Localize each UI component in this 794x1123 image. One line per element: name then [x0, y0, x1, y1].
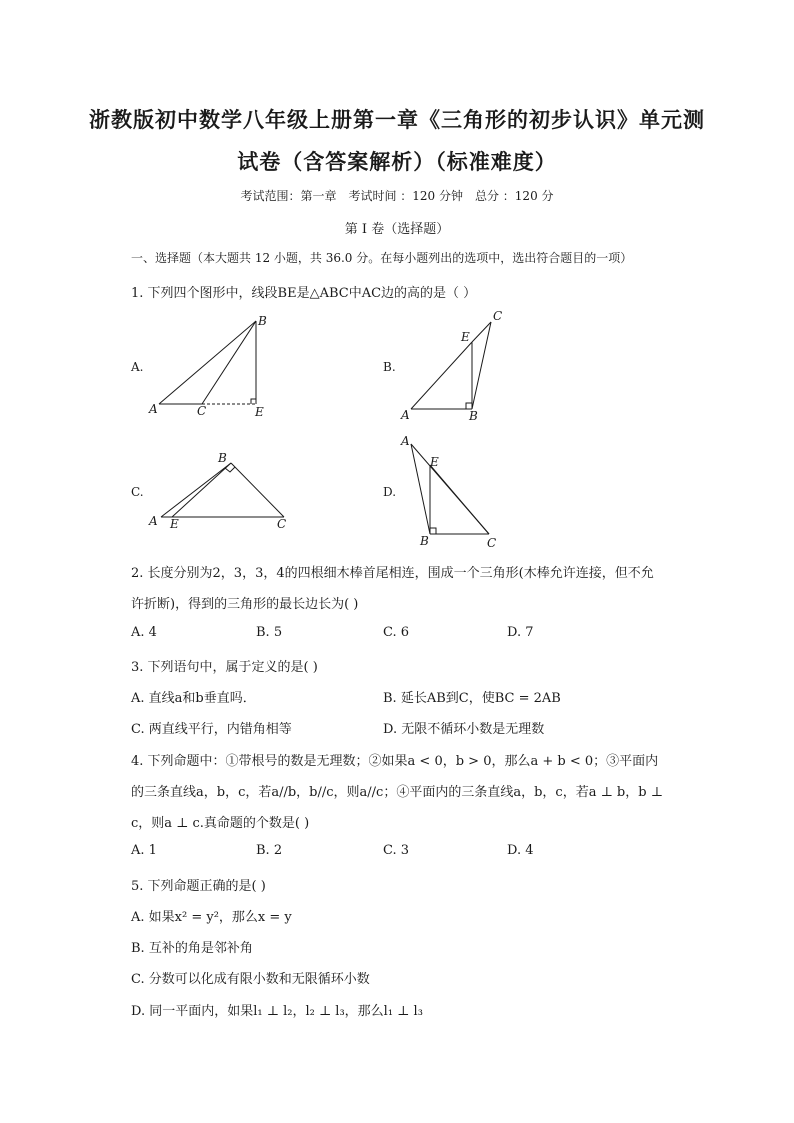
q1a-point-c: C: [197, 404, 207, 418]
q3-stem: 3. 下列语句中，属于定义的是( ): [131, 660, 318, 675]
q1-option-c-label: C.: [131, 485, 144, 499]
q4-stem-line-2: 的三条直线a，b，c，若a//b，b//c，则a//c；④平面内的三条直线a，b，c，若a ⊥ b，b ⊥: [131, 785, 663, 800]
q1a-point-a: A: [149, 402, 158, 416]
q1-stem: 1. 下列四个图形中，线段BE是△ABC中AC边的高的是（ ）: [131, 286, 477, 301]
q4-stem-line-3: c，则a ⊥ c.真命题的个数是( ): [131, 816, 310, 831]
q3-option-b: B. 延长AB到C，使BC = 2AB: [383, 691, 561, 706]
q1-option-b-label: B.: [383, 360, 396, 374]
title-line-1: 浙教版初中数学八年级上册第一章《三角形的初步认识》单元测: [89, 108, 705, 132]
q3-option-a: A. 直线a和b垂直吗．: [131, 691, 256, 706]
q1d-point-b: B: [420, 534, 429, 548]
q5-option-a: A. 如果x² = y²，那么x = y: [131, 910, 292, 925]
q5-option-b: B. 互补的角是邻补角: [131, 941, 253, 956]
q1a-point-e: E: [255, 405, 264, 419]
q4-option-b: B. 2: [256, 843, 283, 858]
q1-option-d-label: D.: [383, 485, 397, 499]
q2-option-b: B. 5: [256, 625, 283, 640]
section-heading: 一、选择题（本大题共 12 小题，共 36.0 分。在每小题列出的选项中，选出符合题目的一项）: [131, 251, 633, 265]
q1c-point-c: C: [277, 517, 287, 531]
q1d-point-a: A: [401, 434, 410, 448]
q1d-point-e: E: [430, 455, 439, 469]
q4-option-d: D. 4: [507, 843, 534, 858]
q5-stem: 5. 下列命题正确的是( ): [131, 879, 266, 894]
q1b-point-c: C: [493, 309, 503, 323]
q1c-point-b: B: [218, 451, 227, 465]
q3-option-d: D. 无限不循环小数是无理数: [383, 722, 545, 737]
q2-option-d: D. 7: [507, 625, 534, 640]
volume-heading: 第 I 卷（选择题）: [344, 222, 450, 237]
q1b-point-b: B: [469, 409, 478, 423]
exam-info: 考试范围：第一章 考试时间 ：120 分钟 总分 ：120 分: [240, 189, 554, 203]
q4-option-c: C. 3: [383, 843, 410, 858]
title-line-2: 试卷（含答案解析）（标准难度）: [237, 150, 557, 174]
q3-option-c: C. 两直线平行，内错角相等: [131, 722, 292, 737]
q2-option-a: A. 4: [131, 625, 157, 640]
q1c-point-a: A: [149, 514, 158, 528]
q2-stem-line-1: 2. 长度分别为2，3，3，4的四根细木棒首尾相连，围成一个三角形(木棒允许连接，但不允: [131, 566, 654, 581]
q4-option-a: A. 1: [131, 843, 157, 858]
q1b-point-e: E: [461, 330, 470, 344]
q4-stem-line-1: 4. 下列命题中：①带根号的数是无理数；②如果a < 0，b > 0，那么a + b < 0；③平面内: [131, 754, 659, 769]
q1a-point-b: B: [258, 314, 267, 328]
q1b-point-a: A: [401, 408, 410, 422]
q2-option-c: C. 6: [383, 625, 410, 640]
q5-option-c: C. 分数可以化成有限小数和无限循环小数: [131, 972, 370, 987]
q2-stem-line-2: 许折断)，得到的三角形的最长边长为( ): [131, 597, 359, 612]
q1c-point-e: E: [170, 517, 179, 531]
q5-option-d: D. 同一平面内，如果l₁ ⊥ l₂，l₂ ⊥ l₃，那么l₁ ⊥ l₃: [131, 1004, 423, 1019]
q1d-point-c: C: [487, 536, 497, 550]
q1-option-a-label: A.: [131, 360, 144, 374]
